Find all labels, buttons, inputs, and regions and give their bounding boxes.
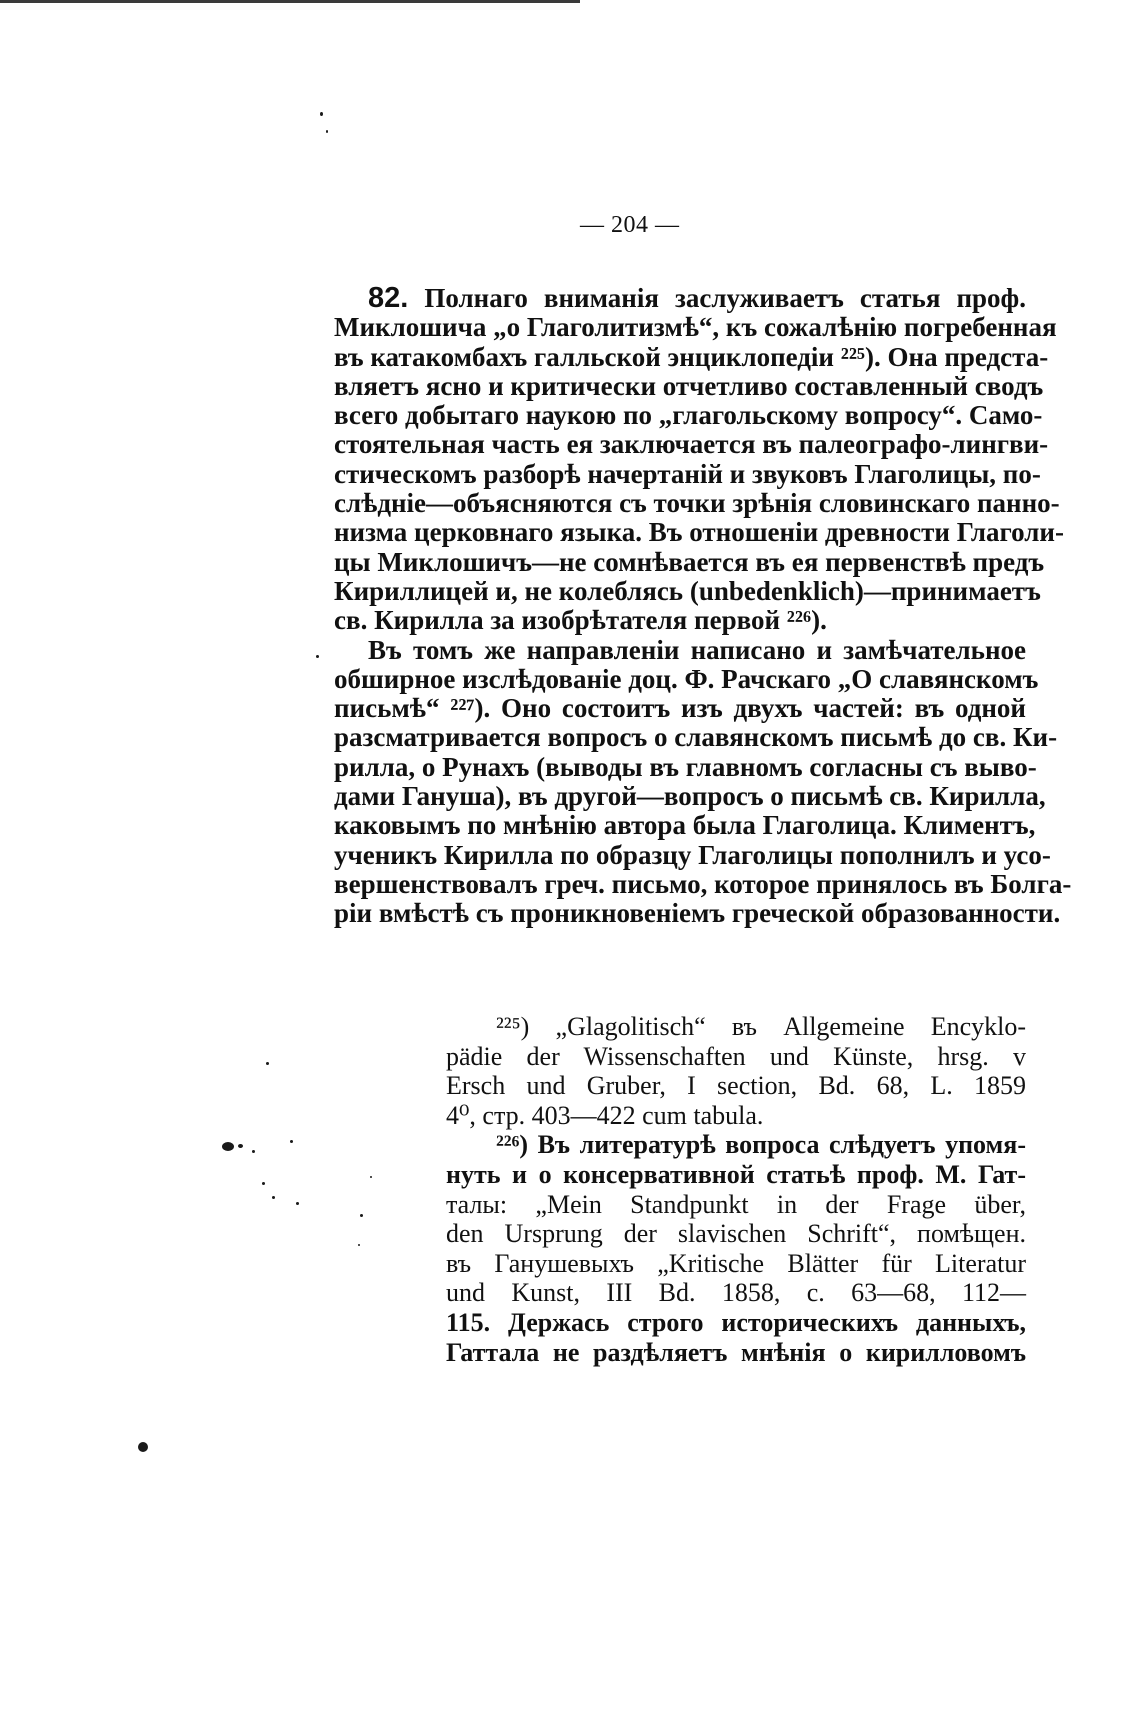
scan-speck <box>272 1196 275 1199</box>
scan-speck <box>238 1144 243 1148</box>
footnote-line: Гаттала не раздѣляетъ мнѣнія о кирилловомъ <box>446 1337 1026 1367</box>
text-line: цы Миклошичъ—не сомнѣвается въ ея первенствѣ предъ <box>334 546 1045 577</box>
footnote-line: 4⁰, стр. 403—422 cum tabula. <box>446 1100 764 1130</box>
text-line: Въ томъ же направленіи написано и замѣчательное <box>368 634 1026 665</box>
scan-speck <box>296 1202 299 1205</box>
footnote-line: Ersch und Gruber, I section, Bd. 68, L. 1859 <box>446 1071 1026 1101</box>
footnote-line: pädie der Wissenschaften und Künste, hrsg. v <box>446 1041 1026 1071</box>
text-line: дами Ганушa), въ другой—вопросъ о письмѣ св. Кирилла, <box>334 781 1046 812</box>
text-line: Кириллицей и, не колеблясь (unbedenklich)—принимаетъ <box>334 575 1041 606</box>
text-line: всего добытаго наукою по „глагольскому вопросу“. Само- <box>334 400 1043 431</box>
footnote-line: нуть и о консервативной статьѣ проф. М. Гат- <box>446 1159 1026 1189</box>
scan-speck <box>326 130 328 133</box>
text-line: ріи вмѣстѣ съ проникновеніемъ греческой образованности. <box>334 898 1061 929</box>
footnote-line: und Kunst, III Bd. 1858, с. 63—68, 112— <box>446 1278 1026 1308</box>
text-line <box>334 284 1026 313</box>
text-line: каковымъ по мнѣнію автора была Глаголица. Климентъ, <box>334 810 1036 841</box>
text-line: св. Кирилла за изобрѣтателя первой ²²⁶). <box>334 605 827 636</box>
scan-speck <box>360 1214 363 1217</box>
scan-speck <box>370 1176 372 1178</box>
text-line: ученикъ Кирилла по образцу Глаголицы пополнилъ и усо- <box>334 839 1051 870</box>
scan-speck <box>138 1442 148 1452</box>
footnote-line: въ Ганушевыхъ „Kritische Blätter für Literatur <box>446 1248 1026 1278</box>
scan-speck <box>262 1182 265 1185</box>
text-line: Миклошича „о Глаголитизмѣ“, къ сожалѣнію погребенная <box>334 312 1057 343</box>
page-number: — 204 — <box>580 212 680 238</box>
text-line: обширное изслѣдованіе доц. Ф. Рачскаго „О славянскомъ <box>334 663 1039 694</box>
text-line: вершенствовалъ греч. письмо, которое принялось въ Болга- <box>334 868 1072 899</box>
text-line: въ катакомбахъ галльской энциклопедіи ²²⁵). Она предста- <box>334 341 1049 372</box>
scan-speck <box>222 1142 234 1151</box>
main-text <box>334 282 1072 929</box>
scan-speck <box>316 655 319 658</box>
footnote-line: 115. Держась строго историческихъ данныхъ, <box>446 1307 1026 1337</box>
text-line: вляетъ ясно и критически отчетливо составленный сводъ <box>334 370 1044 401</box>
text-line: стическомъ разборѣ начертаній и звуковъ Глаголицы, по- <box>334 458 1041 489</box>
text-line: низма церковнаго языка. Въ отношеніи древности Глаголи- <box>334 517 1064 548</box>
text-line: стоятельная часть ея заключается въ палеографо-лингви- <box>334 429 1049 460</box>
scan-speck <box>252 1150 255 1153</box>
section-number: 82. <box>368 282 409 314</box>
footnote-line: den Ursprung der slavischen Schrift“, помѣщен. <box>446 1219 1026 1249</box>
footnote-line: ²²⁶) Въ литературѣ вопроса слѣдуетъ упомя- <box>496 1130 1026 1160</box>
scan-speck <box>358 1244 360 1246</box>
text-line: письмѣ“ ²²⁷). Оно состоитъ изъ двухъ частей: въ одной <box>334 693 1026 724</box>
scan-speck <box>290 1140 293 1143</box>
scan-speck <box>320 112 323 116</box>
footnotes <box>446 1012 1026 1367</box>
scan-speck <box>266 1062 269 1065</box>
text-line: слѣдніе—объясняются съ точки зрѣнія словинскаго панно- <box>334 488 1060 519</box>
text-line: разсматривается вопросъ о славянскомъ письмѣ до св. Ки- <box>334 722 1058 753</box>
footnote-line: ²²⁵) „Glagolitisch“ въ Allgemeine Encyklo- <box>496 1012 1026 1041</box>
text-line: рилла, о Рунахъ (выводы въ главномъ согласны съ выво- <box>334 751 1037 782</box>
footnote-line: талы: „Mein Standpunkt in der Frage über, <box>446 1189 1026 1219</box>
text-line-content: Полнаго вниманія заслуживаетъ статья проф. <box>424 283 1026 313</box>
page-top-edge <box>0 0 580 3</box>
